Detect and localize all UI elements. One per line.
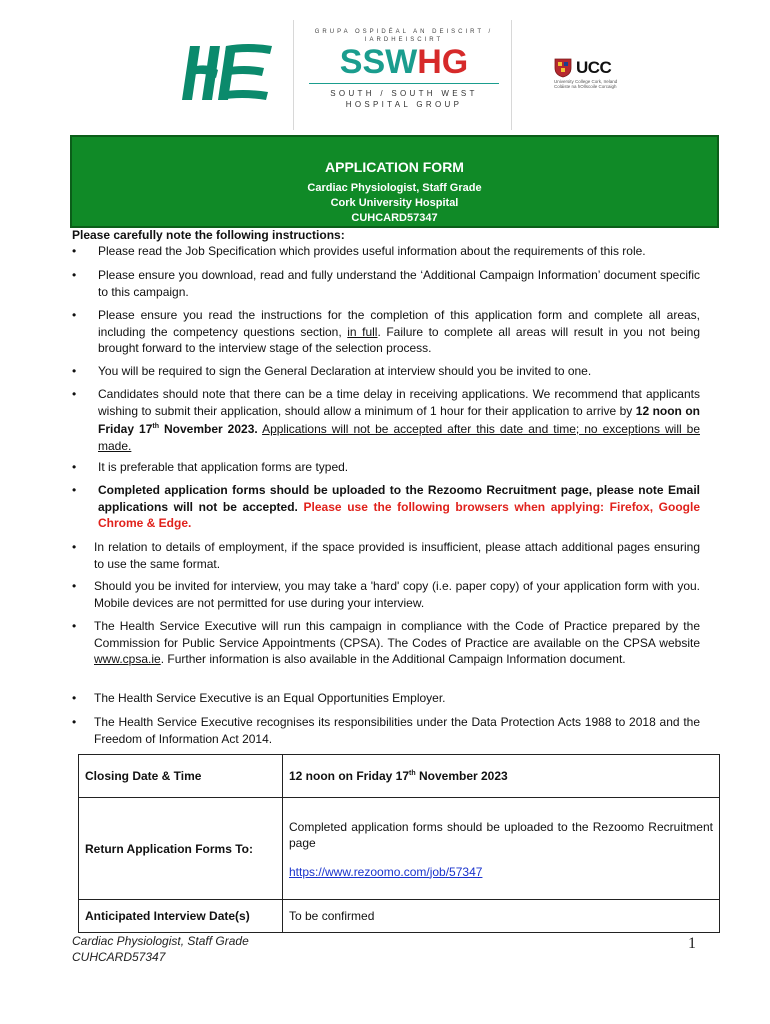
sswhg-rule xyxy=(309,83,499,84)
rezoomo-link[interactable]: https://www.rezoomo.com/job/57347 xyxy=(289,864,483,879)
header-divider-right xyxy=(511,20,512,130)
return-forms-value: Completed application forms should be uploaded to the Rezoomo Recruitment page https://www.rezoomo.com/job/57347 xyxy=(283,798,720,900)
form-title: APPLICATION FORM xyxy=(325,159,464,175)
application-form-banner xyxy=(70,135,719,228)
sswhg-english-line1: SOUTH / SOUTH WEST xyxy=(330,89,478,98)
bullet-icon: • xyxy=(72,579,77,593)
table-row xyxy=(79,900,720,933)
application-details-table xyxy=(78,754,720,933)
page-number: 1 xyxy=(688,935,696,952)
closing-date-label: Closing Date & Time xyxy=(79,755,283,798)
ucc-crest-icon xyxy=(554,58,572,78)
ucc-subtitle: University College Cork, Ireland Coláiste na hOllscoile Corcaigh xyxy=(554,79,618,89)
hse-logo xyxy=(176,40,276,106)
bullet-icon: • xyxy=(72,691,77,705)
instructions-heading: Please carefully note the following instructions: xyxy=(72,228,345,242)
interview-date-label: Anticipated Interview Date(s) xyxy=(79,900,283,933)
sswhg-irish-name: GRUPA OSPIDÉAL AN DEISCIRT / IARDHEISCIRT xyxy=(314,29,494,43)
bullet-icon: • xyxy=(72,715,77,729)
bullet-icon: • xyxy=(72,268,77,282)
interview-date-value: To be confirmed xyxy=(283,900,720,933)
table-row xyxy=(79,755,720,798)
hospital-name: Cork University Hospital xyxy=(330,197,459,209)
sswhg-logo xyxy=(300,28,508,116)
bullet-icon: • xyxy=(72,364,77,378)
bullet-icon: • xyxy=(72,483,77,497)
header-divider-left xyxy=(293,20,294,130)
ucc-logo xyxy=(554,58,634,88)
ucc-wordmark: UCC xyxy=(576,58,612,77)
bullet-icon: • xyxy=(72,308,77,322)
cpsa-link[interactable]: www.cpsa.ie xyxy=(94,652,161,666)
role-title: Cardiac Physiologist, Staff Grade xyxy=(307,182,482,194)
campaign-code: CUHCARD57347 xyxy=(351,212,438,224)
bullet-icon: • xyxy=(72,540,77,554)
footer-code: CUHCARD57347 xyxy=(72,950,166,964)
return-forms-label: Return Application Forms To: xyxy=(79,798,283,900)
closing-date-value: 12 noon on Friday 17th November 2023 xyxy=(283,755,720,798)
table-row xyxy=(79,798,720,900)
sswhg-english-line2: HOSPITAL GROUP xyxy=(345,100,463,109)
bullet-icon: • xyxy=(72,460,77,474)
sswhg-wordmark: SSWHG xyxy=(339,43,469,81)
footer-info xyxy=(72,933,249,965)
bullet-icon: • xyxy=(72,619,77,633)
bullet-icon: • xyxy=(72,244,77,258)
bullet-icon: • xyxy=(72,387,77,401)
footer-role: Cardiac Physiologist, Staff Grade xyxy=(72,934,249,948)
